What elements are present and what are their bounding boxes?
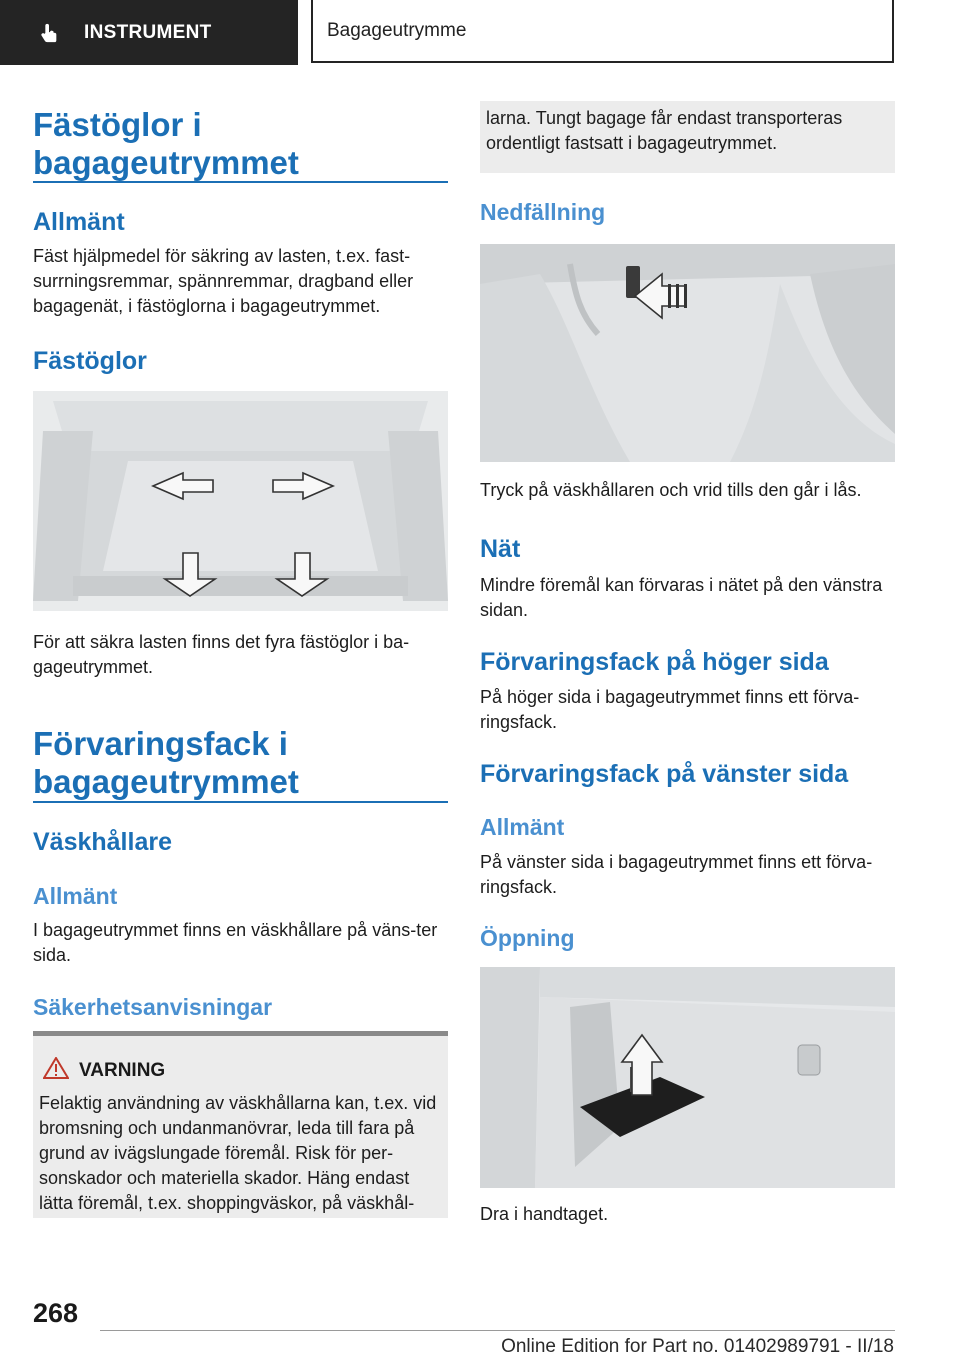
footer-edition: Online Edition for Part no. 01402989791 - II/18 bbox=[501, 1336, 894, 1357]
warning-label: VARNING bbox=[79, 1060, 166, 1081]
heading-oppning: Öppning bbox=[480, 925, 575, 951]
left-compartment-image bbox=[480, 967, 895, 1188]
hand-pointer-icon bbox=[38, 22, 60, 44]
heading-forvaringsfack-i-bagageutrymmet: Förvaringsfack i bagageutrymmet bbox=[33, 725, 299, 800]
paragraph-nat: Mindre föremål kan förvaras i nätet på den vänstra sidan. bbox=[480, 575, 883, 620]
heading-fastoglor-i-bagageutrymmet: Fästöglor i bagageutrymmet bbox=[33, 106, 299, 181]
heading-fastoglor: Fästöglor bbox=[33, 347, 147, 375]
heading-allmant: Allmänt bbox=[480, 814, 565, 840]
warning-box bbox=[33, 1031, 448, 1218]
warning-box-continued bbox=[480, 101, 895, 173]
warning-triangle-icon bbox=[43, 1057, 69, 1079]
heading-nedfallning: Nedfällning bbox=[480, 199, 606, 225]
warning-text: Felaktig användning av väskhållarna kan, t.ex. vid bromsning och undanmanövrar, leda till fara på grund av ivägslungade föremål. Risk för per-sonskador och materiella skador. Häng endast lätta föremål, t.ex. shoppingväskor, på väskhål- bbox=[39, 1093, 437, 1213]
heading-vaskhallare: Väskhållare bbox=[33, 828, 172, 856]
caption-nedfallning: Tryck på väskhållaren och vrid tills den går i lås. bbox=[480, 480, 862, 500]
trunk-tie-down-image bbox=[33, 391, 448, 611]
title-tab bbox=[311, 0, 894, 63]
heading-forvaringsfack-vanster: Förvaringsfack på vänster sida bbox=[480, 760, 849, 788]
heading-nat: Nät bbox=[480, 535, 521, 563]
footer-rule bbox=[100, 1330, 895, 1331]
paragraph-forvaringsfack-hoger: På höger sida i bagageutrymmet finns ett förva-ringsfack. bbox=[480, 687, 860, 732]
paragraph-forvaringsfack-vanster: På vänster sida i bagageutrymmet finns ett förva-ringsfack. bbox=[480, 852, 873, 897]
caption-oppning: Dra i handtaget. bbox=[480, 1204, 609, 1224]
section-tab bbox=[0, 0, 298, 65]
paragraph-allmant: Fäst hjälpmedel för säkring av lasten, t.ex. fast-surrningsremmar, spännremmar, dragband eller bagagenät, i fästöglorna i bagageutrymmet. bbox=[33, 246, 414, 316]
heading-forvaringsfack-hoger: Förvaringsfack på höger sida bbox=[480, 648, 829, 676]
warning-text-continued: larna. Tungt bagage får endast transporteras ordentligt fastsatt i bagageutrymmet. bbox=[486, 108, 843, 153]
title-tab-label: Bagageutrymme bbox=[327, 19, 467, 41]
bag-hook-image bbox=[480, 244, 895, 462]
section-tab-label: INSTRUMENT bbox=[84, 21, 212, 43]
caption-fastoglor: För att säkra lasten finns det fyra fästöglor i ba-gageutrymmet. bbox=[33, 632, 410, 677]
heading-allmant: Allmänt bbox=[33, 883, 118, 909]
warning-bar bbox=[33, 1031, 448, 1036]
heading-sakerhetsanvisningar: Säkerhetsanvisningar bbox=[33, 994, 273, 1020]
heading-rule bbox=[33, 181, 448, 183]
heading-rule bbox=[33, 801, 448, 803]
page-number: 268 bbox=[33, 1298, 79, 1328]
paragraph-vaskhallare: I bagageutrymmet finns en väskhållare på väns-ter sida. bbox=[33, 920, 438, 965]
heading-allmant: Allmänt bbox=[33, 208, 125, 236]
